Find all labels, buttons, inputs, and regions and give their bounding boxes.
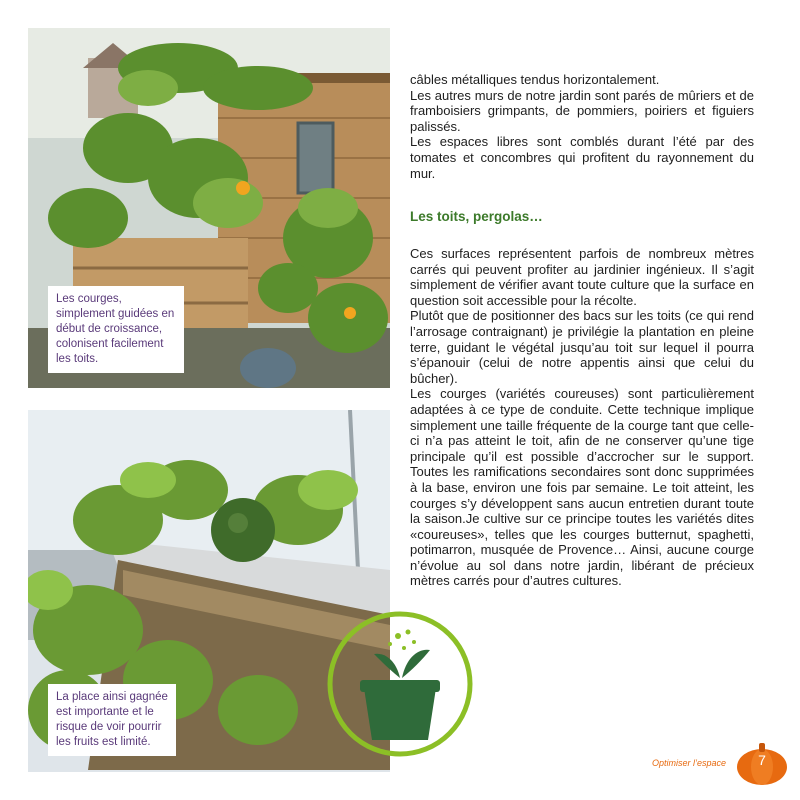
text-column-top bbox=[410, 72, 754, 181]
paragraph: Les courges (variétés coureuses) sont particulièrement adaptées à ce type de conduite. Cette technique implique simplement une taille fréquente de la courge tant que celle-ci n’a pas atteint le toit, afin de ne conserver qu’une tige principale qu’il est possible d’accrocher sur le support. Toutes les ramifications secondaires sont donc supprimées à la base, environ une fois par semaine. Le toit atteint, les courges s’y développent sans aucun entretien durant toute la saison.Je cultive sur ce principe toutes les variétés dites «coureuses», telles que les courges butternut, spaghetti, potimarron, musquée de Provence… Ainsi, aucune courge n’évolue au sol dans notre jardin, libérant de précieux mètres carrés pour d’autres cultures. bbox=[410, 386, 754, 589]
caption-photo-1: Les courges, simplement guidées en début de croissance, colonisent facilement les toits. bbox=[48, 286, 184, 373]
paragraph: Plutôt que de positionner des bacs sur les toits (ce qui rend l’arrosage contraignant) je privilégie la plantation en pleine terre, guidant le végétal jusqu’au toit sur lequel il pourra s’épanouir (celui de notre appentis ainsi que celui du bûcher). bbox=[410, 308, 754, 386]
paragraph: Les espaces libres sont comblés durant l’été par des tomates et concombres qui profitent du rayonnement du mur. bbox=[410, 134, 754, 181]
page-number: 7 bbox=[758, 752, 766, 768]
caption-photo-2: La place ainsi gagnée est importante et le risque de voir pourrir les fruits est limité. bbox=[48, 684, 176, 756]
plant-pot-icon bbox=[326, 610, 474, 758]
section-heading: Les toits, pergolas… bbox=[410, 209, 543, 224]
paragraph: Les autres murs de notre jardin sont parés de mûriers et de framboisiers grimpants, de pommiers, poiriers et figuiers palissés. bbox=[410, 87, 754, 134]
text-column-body bbox=[410, 246, 754, 589]
footer-section-label: Optimiser l’espace bbox=[652, 758, 727, 768]
paragraph: Ces surfaces représentent parfois de nombreux mètres carrés qui peuvent profiter au jardinier ingénieux. Il s’agit simplement de vérifier avant toute culture que la surface en question soit accessible pour la récolte. bbox=[410, 246, 754, 308]
paragraph: câbles métalliques tendus horizontalement. bbox=[410, 72, 660, 87]
